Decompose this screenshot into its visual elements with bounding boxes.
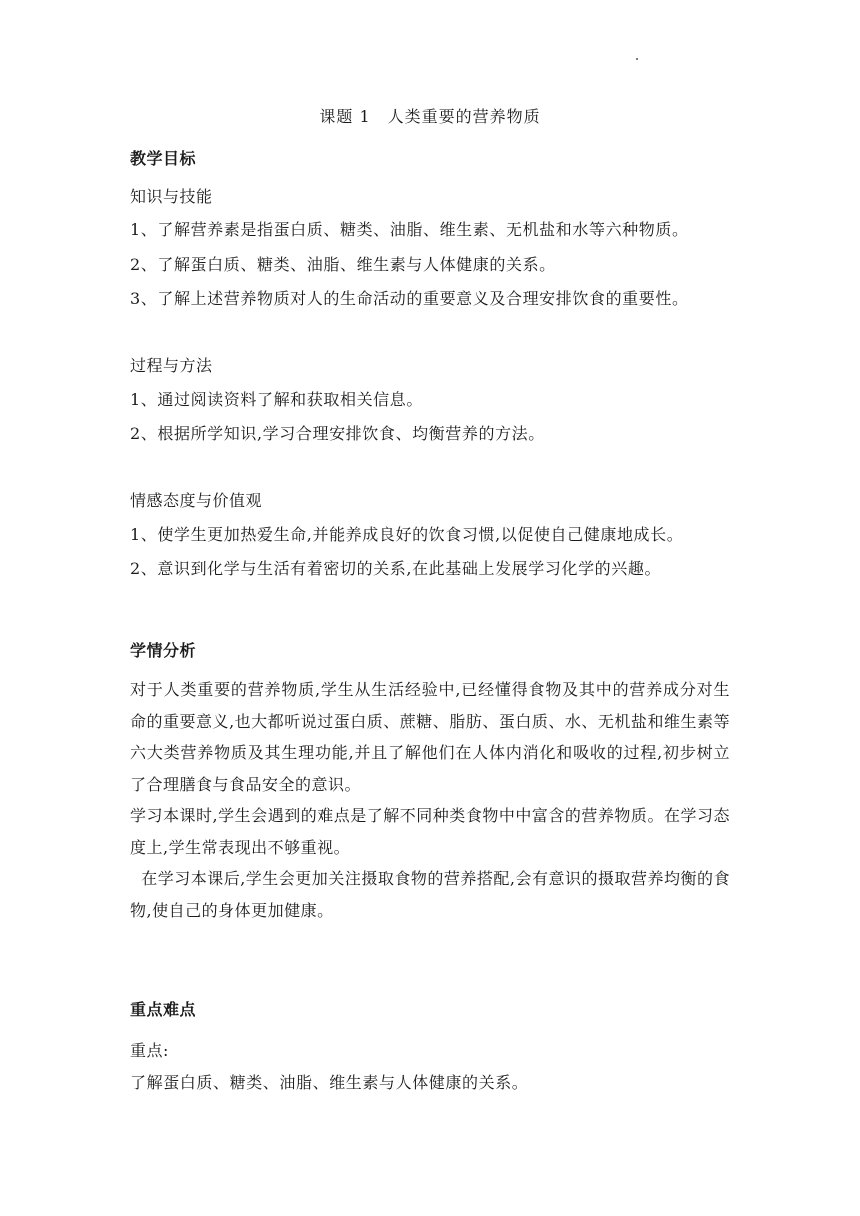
heading-teaching-goals: 教学目标 bbox=[130, 149, 197, 168]
list-item: 2、根据所学知识,学习合理安排饮食、均衡营养的方法。 bbox=[130, 424, 545, 443]
heading-learning-analysis: 学情分析 bbox=[130, 641, 197, 660]
keypoint-label: 重点: bbox=[130, 1041, 169, 1060]
list-item: 3、了解上述营养物质对人的生命活动的重要意义及合理安排饮食的重要性。 bbox=[130, 289, 689, 308]
page-title: 课题 1 人类重要的营养物质 bbox=[319, 107, 541, 126]
analysis-text bbox=[130, 674, 730, 926]
list-item: 2、了解蛋白质、糖类、油脂、维生素与人体健康的关系。 bbox=[130, 255, 556, 274]
list-item: 2、意识到化学与生活有着密切的关系,在此基础上发展学习化学的兴趣。 bbox=[130, 559, 662, 578]
list-item: 1、使学生更加热爱生命,并能养成良好的饮食习惯,以促使自己健康地成长。 bbox=[130, 525, 684, 544]
subheading-process-methods: 过程与方法 bbox=[130, 356, 213, 375]
analysis-paragraph: 学习本课时,学生会遇到的难点是了解不同种类食物中中富含的营养物质。在学习态度上,学生常表现出不够重视。 bbox=[130, 806, 730, 857]
header-dot-mark bbox=[636, 58, 638, 60]
analysis-paragraph: 对于人类重要的营养物质,学生从生活经验中,已经懂得食物及其中的营养成分对生命的重要意义,也大都听说过蛋白质、蔗糖、脂肪、蛋白质、水、无机盐和维生素等六大类营养物质及其生理功能,并且了解他们在人体内消化和吸收的过程,初步树立了合理膳食与食品安全的意识。 bbox=[130, 680, 730, 794]
subheading-emotion-values: 情感态度与价值观 bbox=[130, 491, 263, 510]
heading-key-difficult-points: 重点难点 bbox=[130, 1000, 197, 1019]
subheading-knowledge-skills: 知识与技能 bbox=[130, 187, 213, 206]
analysis-paragraph: 在学习本课后,学生会更加关注摄取食物的营养搭配,会有意识的摄取营养均衡的食物,使自己的身体更加健康。 bbox=[130, 869, 730, 920]
keypoint-text: 了解蛋白质、糖类、油脂、维生素与人体健康的关系。 bbox=[130, 1073, 529, 1092]
list-item: 1、了解营养素是指蛋白质、糖类、油脂、维生素、无机盐和水等六种物质。 bbox=[130, 220, 689, 239]
list-item: 1、通过阅读资料了解和获取相关信息。 bbox=[130, 390, 423, 409]
